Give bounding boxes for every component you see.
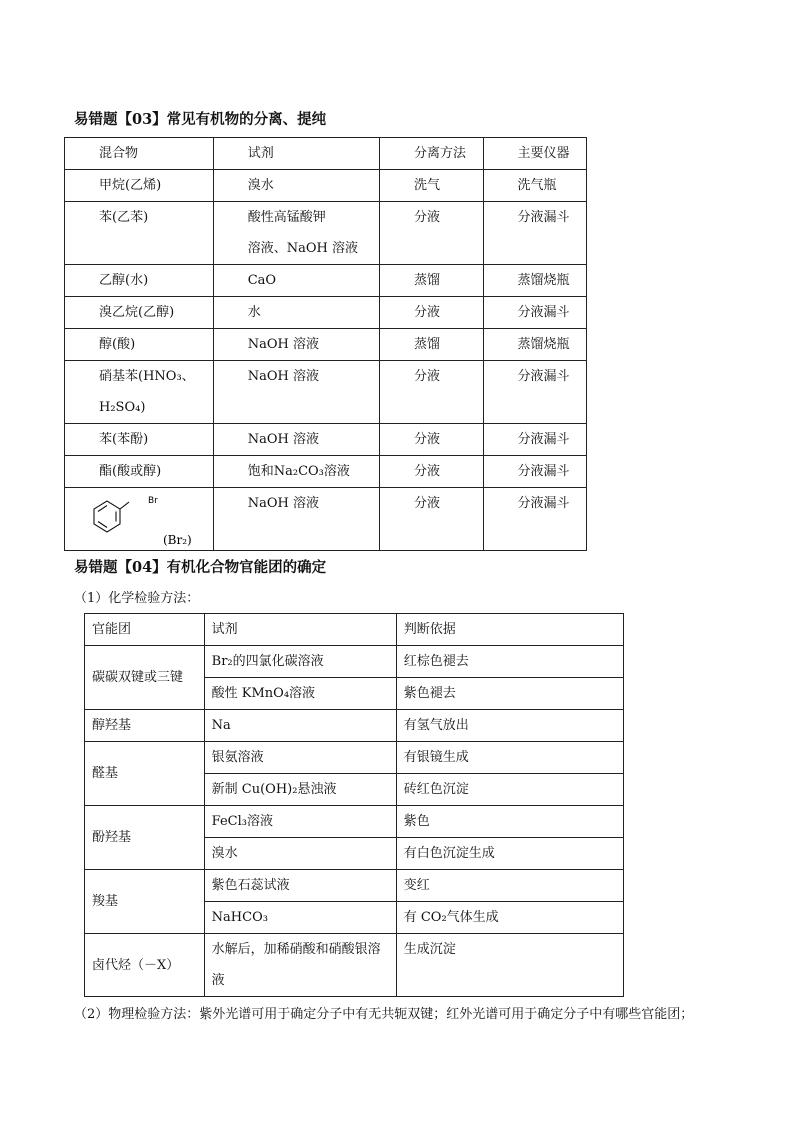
table-row	[85, 646, 624, 678]
reagent-cell: NaHCO₃	[204, 902, 396, 934]
separation-table	[64, 137, 587, 551]
reagent-cell: 酸性 KMnO₄溶液	[204, 678, 396, 710]
instrument-cell: 分液漏斗	[484, 456, 587, 488]
reagent-cell: 紫色石蕊试液	[204, 870, 396, 902]
reagent-line: 液	[211, 973, 225, 988]
reagent-cell: NaOH 溶液	[213, 329, 379, 361]
basis-cell: 紫色褪去	[396, 678, 623, 710]
structure-label: Br	[148, 496, 158, 506]
reagent-cell: 水	[213, 297, 379, 329]
basis-cell: 有 CO₂气体生成	[396, 902, 623, 934]
mixture-line: 硝基苯(HNO₃、	[99, 369, 195, 384]
basis-cell: 紫色	[396, 806, 623, 838]
mixture-line: H₂SO₄)	[99, 400, 146, 415]
table-row	[65, 424, 587, 456]
bromobenzene-structure-icon	[65, 488, 192, 550]
mixture-cell: 苯(苯酚)	[65, 424, 214, 456]
reagent-cell	[213, 202, 379, 265]
basis-cell: 有银镜生成	[396, 742, 623, 774]
header-mixture: 混合物	[65, 138, 214, 170]
functional-group-table	[84, 613, 624, 997]
reagent-line: 溶液、NaOH 溶液	[247, 241, 358, 256]
method-cell: 洗气	[379, 170, 483, 202]
mixture-cell: 甲烷(乙烯)	[65, 170, 214, 202]
group-cell: 卤代烃（－X）	[85, 934, 205, 997]
reagent-cell: 溴水	[204, 838, 396, 870]
table-row	[85, 934, 624, 997]
reagent-cell: 饱和Na₂CO₃溶液	[213, 456, 379, 488]
table-row	[65, 488, 587, 551]
method-cell: 分液	[379, 456, 483, 488]
reagent-line: 水解后，加稀硝酸和硝酸银溶	[211, 942, 381, 957]
mixture-suffix: (Br₂)	[163, 533, 192, 547]
basis-cell: 生成沉淀	[396, 934, 623, 997]
header-group: 官能团	[85, 614, 205, 646]
reagent-cell: Br₂的四氯化碳溶液	[204, 646, 396, 678]
method-cell: 分液	[379, 424, 483, 456]
section-title-separation: 易错题【03】常见有机物的分离、提纯	[74, 111, 327, 128]
reagent-cell: NaOH 溶液	[213, 488, 379, 551]
method-cell: 分液	[379, 297, 483, 329]
reagent-cell: NaOH 溶液	[213, 361, 379, 424]
header-basis: 判断依据	[396, 614, 623, 646]
table-header-row	[65, 138, 587, 170]
basis-cell: 有白色沉淀生成	[396, 838, 623, 870]
basis-cell: 红棕色褪去	[396, 646, 623, 678]
mixture-cell: 溴乙烷(乙醇)	[65, 297, 214, 329]
table-row	[65, 170, 587, 202]
reagent-cell: CaO	[213, 265, 379, 297]
reagent-cell: FeCl₃溶液	[204, 806, 396, 838]
method-cell: 蒸馏	[379, 265, 483, 297]
mixture-cell	[65, 488, 214, 551]
instrument-cell: 分液漏斗	[484, 361, 587, 424]
basis-cell: 变红	[396, 870, 623, 902]
basis-cell: 砖红色沉淀	[396, 774, 623, 806]
table-row	[65, 456, 587, 488]
method-cell: 分液	[379, 361, 483, 424]
method-cell: 分液	[379, 202, 483, 265]
header-method: 分离方法	[379, 138, 483, 170]
instrument-cell: 蒸馏烧瓶	[484, 265, 587, 297]
group-cell: 醇羟基	[85, 710, 205, 742]
instrument-cell: 洗气瓶	[484, 170, 587, 202]
table-row	[85, 710, 624, 742]
table-row	[65, 329, 587, 361]
subtitle-physical-tests: （2）物理检验方法：紫外光谱可用于确定分子中有无共轭双键；红外光谱可用于确定分子中有哪些官能团；	[74, 1007, 694, 1022]
reagent-line: 酸性高锰酸钾	[247, 210, 326, 225]
table-row	[85, 742, 624, 774]
header-reagent: 试剂	[213, 138, 379, 170]
reagent-cell: NaOH 溶液	[213, 424, 379, 456]
method-cell: 蒸馏	[379, 329, 483, 361]
instrument-cell: 分液漏斗	[484, 202, 587, 265]
group-cell: 碳碳双键或三键	[85, 646, 205, 710]
instrument-cell: 分液漏斗	[484, 424, 587, 456]
table-row	[65, 297, 587, 329]
reagent-cell: Na	[204, 710, 396, 742]
group-cell: 羧基	[85, 870, 205, 934]
reagent-cell	[204, 934, 396, 997]
instrument-cell: 分液漏斗	[484, 297, 587, 329]
basis-cell: 有氢气放出	[396, 710, 623, 742]
table-row	[65, 202, 587, 265]
header-reagent: 试剂	[204, 614, 396, 646]
header-instrument: 主要仪器	[484, 138, 587, 170]
instrument-cell: 分液漏斗	[484, 488, 587, 551]
method-cell: 分液	[379, 488, 483, 551]
mixture-cell: 苯(乙苯)	[65, 202, 214, 265]
table-header-row	[85, 614, 624, 646]
group-cell: 酚羟基	[85, 806, 205, 870]
reagent-cell: 银氨溶液	[204, 742, 396, 774]
reagent-cell: 新制 Cu(OH)₂悬浊液	[204, 774, 396, 806]
mixture-cell	[65, 361, 214, 424]
subtitle-chemical-tests: （1）化学检验方法：	[74, 591, 200, 606]
table-row	[65, 361, 587, 424]
group-cell: 醛基	[85, 742, 205, 806]
mixture-cell: 醇(酸)	[65, 329, 214, 361]
mixture-cell: 乙醇(水)	[65, 265, 214, 297]
section-title-functional-groups: 易错题【04】有机化合物官能团的确定	[74, 559, 327, 576]
table-row	[85, 806, 624, 838]
reagent-cell: 溴水	[213, 170, 379, 202]
table-row	[85, 870, 624, 902]
mixture-cell: 酯(酸或醇)	[65, 456, 214, 488]
instrument-cell: 蒸馏烧瓶	[484, 329, 587, 361]
table-row	[65, 265, 587, 297]
